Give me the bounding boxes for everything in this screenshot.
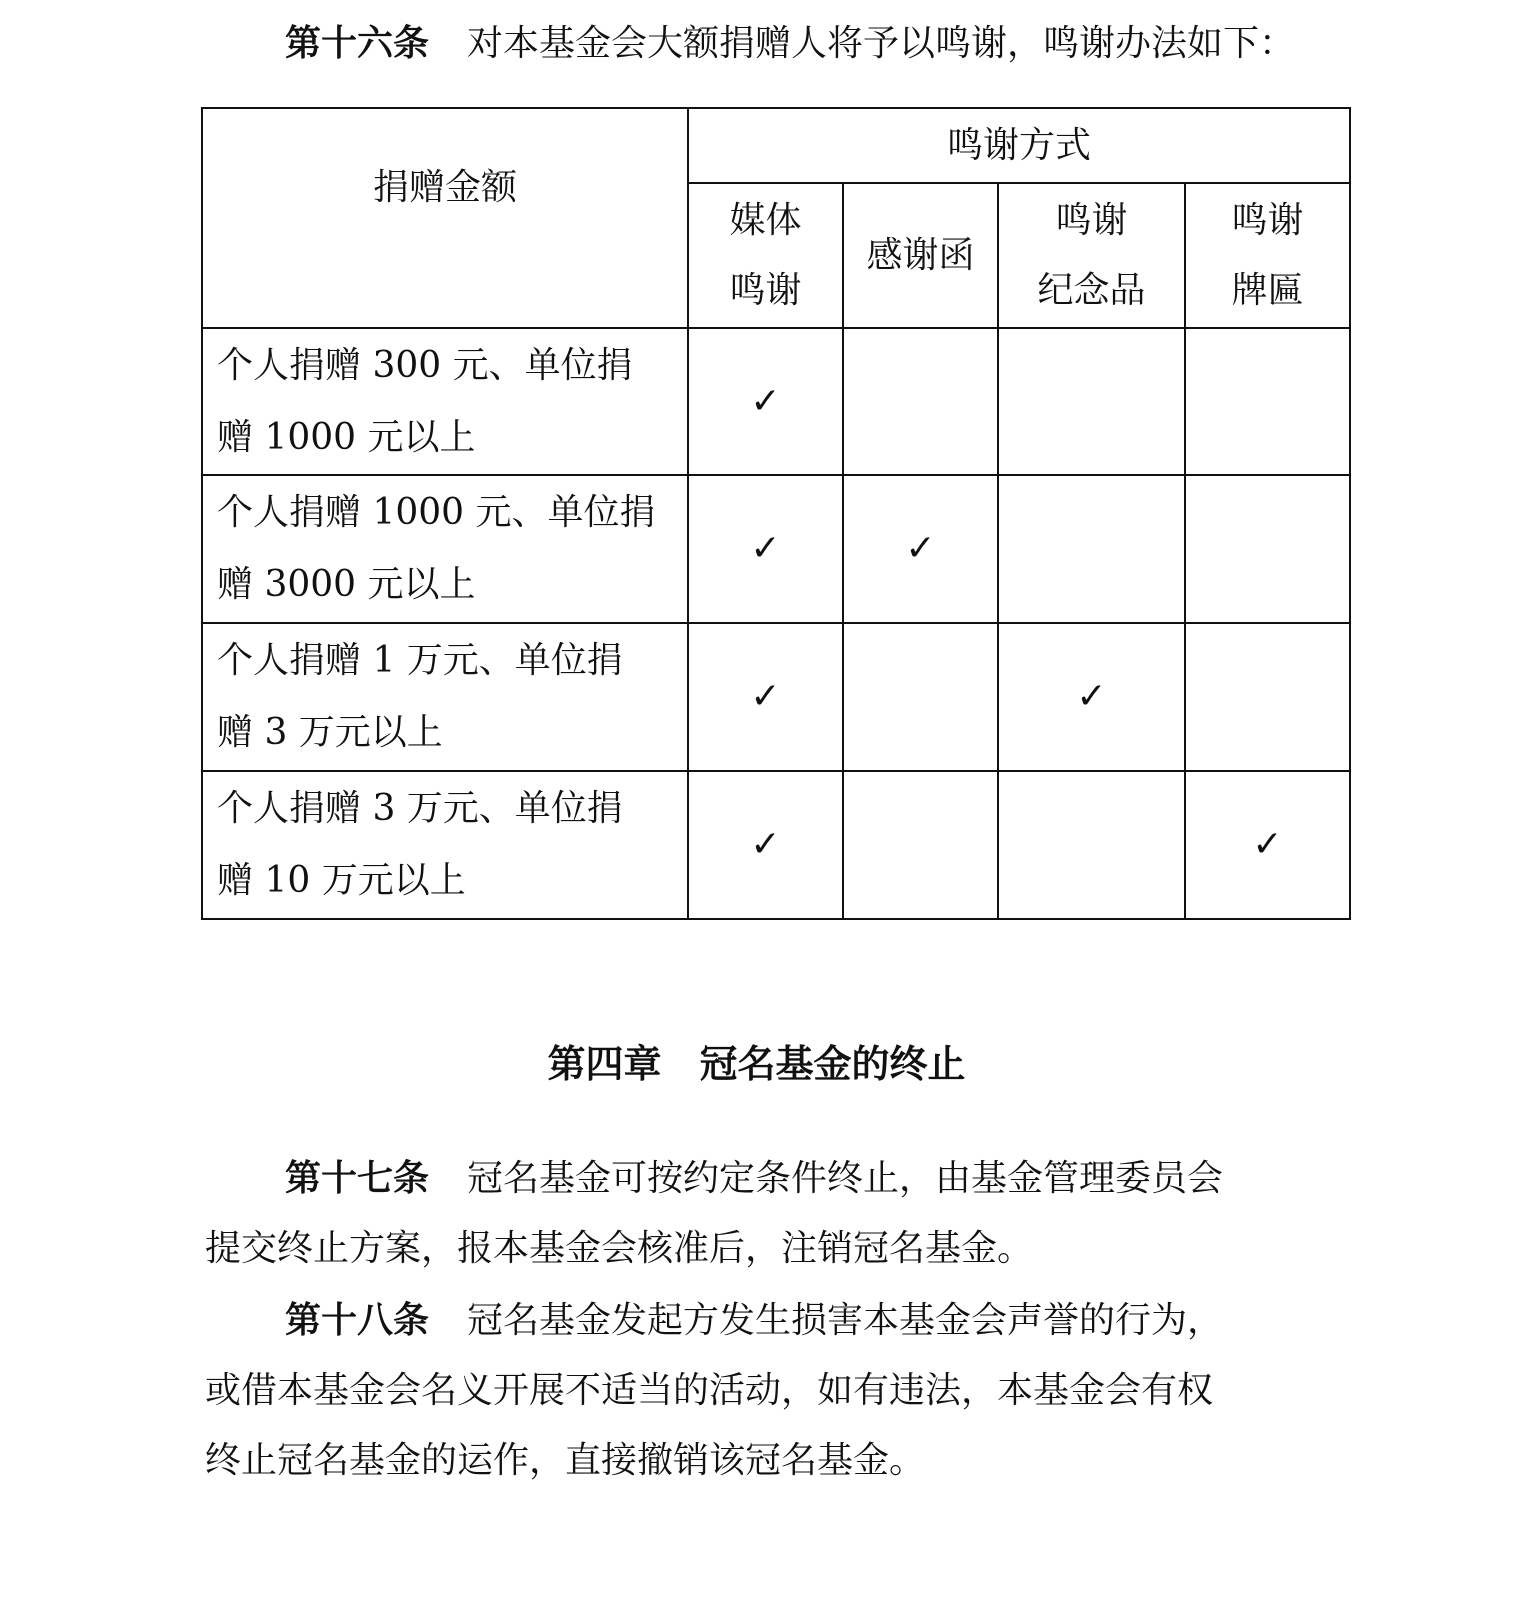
column-header-souvenir [998, 183, 1185, 328]
amount-header: 捐赠金额 [372, 167, 517, 208]
column-header-letter-line1: 感谢函 [866, 234, 975, 276]
article-18-line1 [205, 1286, 1345, 1356]
column-header-souvenir-line1: 鸣谢 [1055, 199, 1128, 241]
check-cell-souvenir: ✓ [998, 623, 1185, 771]
check-cell-letter [843, 623, 998, 771]
donation-amount-cell [202, 328, 688, 475]
method-header: 鸣谢方式 [946, 124, 1091, 166]
column-header-plaque [1185, 183, 1350, 328]
check-cell-souvenir [998, 771, 1185, 919]
donation-amount-line2: 赠 3 万元以上 [217, 712, 443, 753]
article-17-text-line1: 冠名基金可按约定条件终止，由基金管理委员会 [467, 1158, 1224, 1199]
chapter-heading: 第四章 冠名基金的终止 [547, 1042, 966, 1086]
check-cell-media: ✓ [688, 475, 843, 623]
column-header-media-line2: 鸣谢 [729, 269, 802, 311]
donation-amount-line1: 个人捐赠 1000 元、单位捐 [217, 492, 656, 533]
check-cell-letter [843, 328, 998, 475]
donation-amount-line2: 赠 10 万元以上 [217, 860, 466, 901]
article-17-line1 [205, 1144, 1345, 1214]
article-18-line3: 终止冠名基金的运作，直接撤销该冠名基金。 [205, 1440, 926, 1481]
column-header-souvenir-line2: 纪念品 [1037, 269, 1146, 311]
check-cell-letter: ✓ [843, 475, 998, 623]
check-cell-letter [843, 771, 998, 919]
check-cell-media: ✓ [688, 623, 843, 771]
check-cell-plaque [1185, 623, 1350, 771]
acknowledgement-table [201, 107, 1351, 920]
check-cell-souvenir [998, 328, 1185, 475]
table-row [202, 623, 1350, 771]
check-cell-plaque: ✓ [1185, 771, 1350, 919]
amount-header-cell [202, 108, 688, 328]
check-cell-souvenir [998, 475, 1185, 623]
column-header-media [688, 183, 843, 328]
article-17-label: 第十七条 [285, 1158, 430, 1199]
column-header-plaque-line2: 牌匾 [1231, 269, 1304, 311]
donation-amount-line1: 个人捐赠 1 万元、单位捐 [217, 640, 623, 681]
article-16-label: 第十六条 [285, 23, 430, 64]
method-header-cell [688, 108, 1350, 183]
table-row [202, 475, 1350, 623]
check-cell-media: ✓ [688, 328, 843, 475]
column-header-media-line1: 媒体 [729, 199, 802, 241]
column-header-letter [843, 183, 998, 328]
article-16-text: 对本基金会大额捐赠人将予以鸣谢，鸣谢办法如下： [467, 23, 1296, 64]
donation-amount-line1: 个人捐赠 300 元、单位捐 [217, 344, 633, 386]
donation-amount-cell [202, 475, 688, 623]
donation-amount-line2: 赠 3000 元以上 [217, 564, 476, 605]
donation-amount-cell [202, 623, 688, 771]
donation-amount-cell [202, 771, 688, 919]
table-row [202, 328, 1350, 475]
column-header-plaque-line1: 鸣谢 [1231, 199, 1304, 241]
donation-amount-line2: 赠 1000 元以上 [217, 416, 476, 458]
article-17-line2: 提交终止方案，报本基金会核准后，注销冠名基金。 [205, 1228, 1034, 1269]
article-18-label: 第十八条 [285, 1300, 430, 1341]
table-row [202, 771, 1350, 919]
article-17-paragraph [205, 1144, 1345, 1284]
article-18-paragraph [205, 1286, 1345, 1496]
article-18-line2: 或借本基金会名义开展不适当的活动，如有违法，本基金会有权 [205, 1370, 1214, 1411]
article-18-text-line1: 冠名基金发起方发生损害本基金会声誉的行为， [467, 1300, 1224, 1341]
check-cell-media: ✓ [688, 771, 843, 919]
article-16-intro [285, 20, 1295, 68]
check-cell-plaque [1185, 328, 1350, 475]
check-cell-plaque [1185, 475, 1350, 623]
donation-amount-line1: 个人捐赠 3 万元、单位捐 [217, 788, 623, 829]
